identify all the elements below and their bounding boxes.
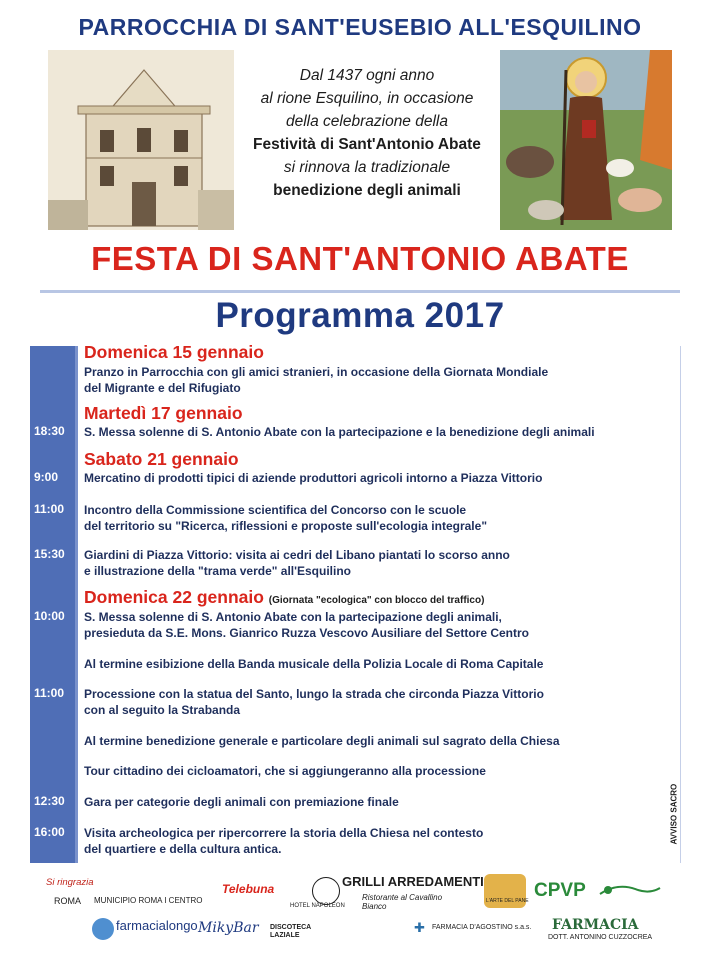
event-line: Visita archeologica per ripercorrere la storia della Chiesa nel contesto <box>84 826 484 840</box>
roma-logo: ROMA <box>54 896 81 906</box>
day-heading: Martedì 17 gennaio <box>84 403 243 423</box>
thanks-label: Si ringrazia <box>46 877 94 888</box>
event-line: Incontro della Commissione scientifica del Concorso con le scuole <box>84 503 467 517</box>
day-heading <box>84 587 484 608</box>
event-time: 10:00 <box>34 609 65 623</box>
event-line: del Migrante e del Rifugiato <box>84 381 241 395</box>
event-time: 11:00 <box>34 686 65 700</box>
cpvp-logo: CPVP <box>534 880 586 901</box>
event-line: S. Messa solenne di S. Antonio Abate con la partecipazione degli animali, <box>84 610 502 624</box>
dagostino-logo: FARMACIA D'AGOSTINO s.a.s. <box>432 924 532 931</box>
event-line: Al termine esibizione della Banda musicale della Polizia Locale di Roma Capitale <box>84 657 544 671</box>
program-title: Programma 2017 <box>215 296 505 335</box>
event-line: Al termine benedizione generale e particolare degli animali sul sagrato della Chiesa <box>84 734 560 748</box>
divider <box>40 290 680 293</box>
event-line: e illustrazione della "trama verde" all'Esquilino <box>84 564 351 578</box>
intro-line: benedizione degli animali <box>273 182 461 199</box>
association-logo-icon <box>598 880 662 900</box>
municipio-logo: MUNICIPIO ROMA I CENTRO <box>94 896 203 905</box>
bakery-logo: L'ARTE DEL PANE <box>486 898 529 904</box>
intro-line: si rinnova la tradizionale <box>283 159 451 176</box>
day-heading: Domenica 15 gennaio <box>84 342 264 362</box>
cross-icon: ✚ <box>414 920 425 935</box>
avviso-sacro-label <box>666 780 682 850</box>
event-line: Mercatino di prodotti tipici di aziende produttori agricoli intorno a Piazza Vittorio <box>84 471 543 485</box>
farmacia-logo: FARMACIA <box>552 917 639 933</box>
event-time: 9:00 <box>34 470 59 484</box>
event-time: 18:30 <box>34 424 65 438</box>
cavallino-logo: Ristorante al Cavallino Bianco <box>362 893 443 911</box>
farmacia-sub: DOTT. ANTONINO CUZZOCREA <box>548 934 653 941</box>
event-line: S. Messa solenne di S. Antonio Abate con la partecipazione e la benedizione degli animali <box>84 425 595 439</box>
day-heading: Sabato 21 gennaio <box>84 449 239 469</box>
grilli-logo: GRILLI ARREDAMENTI <box>342 874 484 889</box>
avviso-sacro-text: AVVISO SACRO <box>669 783 679 845</box>
day-heading-note: (Giornata "ecologica" con blocco del traffico) <box>268 595 485 606</box>
event-time: 11:00 <box>34 502 65 516</box>
intro-line: della celebrazione della <box>285 113 448 130</box>
event-line: Pranzo in Parrocchia con gli amici stranieri, in occasione della Giornata Mondiale <box>84 365 549 379</box>
intro-line: Festività di Sant'Antonio Abate <box>253 136 481 153</box>
event-time: 16:00 <box>34 825 65 839</box>
event-line: del territorio su "Ricerca, riflessioni e proposte sull'ecologia integrale" <box>84 519 488 533</box>
event-line: con al seguito la Strabanda <box>84 703 241 717</box>
saint-antonio-painting <box>500 50 672 230</box>
mikybar-logo: MikyBar <box>198 920 259 936</box>
event-time: 12:30 <box>34 794 65 808</box>
hotel-napoleon-logo: HOTEL NAPOLEON <box>290 903 345 909</box>
festival-title: FESTA DI SANT'ANTONIO ABATE <box>91 240 629 277</box>
event-line: presieduta da S.E. Mons. Gianrico Ruzza Vescovo Ausiliare del Settore Centro <box>84 626 530 640</box>
event-line: Giardini di Piazza Vittorio: visita ai cedri del Libano piantati lo scorso anno <box>84 548 510 562</box>
event-time: 15:30 <box>34 547 65 561</box>
intro-text <box>236 64 498 202</box>
discoteca-logo: DISCOTECA LAZIALE <box>270 924 311 939</box>
event-line: Tour cittadino dei cicloamatori, che si aggiungeranno alla processione <box>84 764 486 778</box>
farmacialongo-icon <box>92 918 114 940</box>
parish-name: PARROCCHIA DI SANT'EUSEBIO ALL'ESQUILINO <box>78 14 642 40</box>
hotel-crest-icon <box>312 877 340 905</box>
day-heading-title: Domenica 22 gennaio <box>84 587 264 607</box>
intro-line: al rione Esquilino, in occasione <box>260 90 474 107</box>
telebuna-logo: Telebuna <box>222 882 275 896</box>
event-line: Gara per categorie degli animali con premiazione finale <box>84 795 399 809</box>
church-illustration <box>48 50 234 230</box>
event-line: Processione con la statua del Santo, lungo la strada che circonda Piazza Vittorio <box>84 687 544 701</box>
farmacialongo-logo: farmacialongo <box>116 918 198 933</box>
intro-line: Dal 1437 ogni anno <box>299 67 435 84</box>
event-line: del quartiere e della cultura antica. <box>84 842 282 856</box>
